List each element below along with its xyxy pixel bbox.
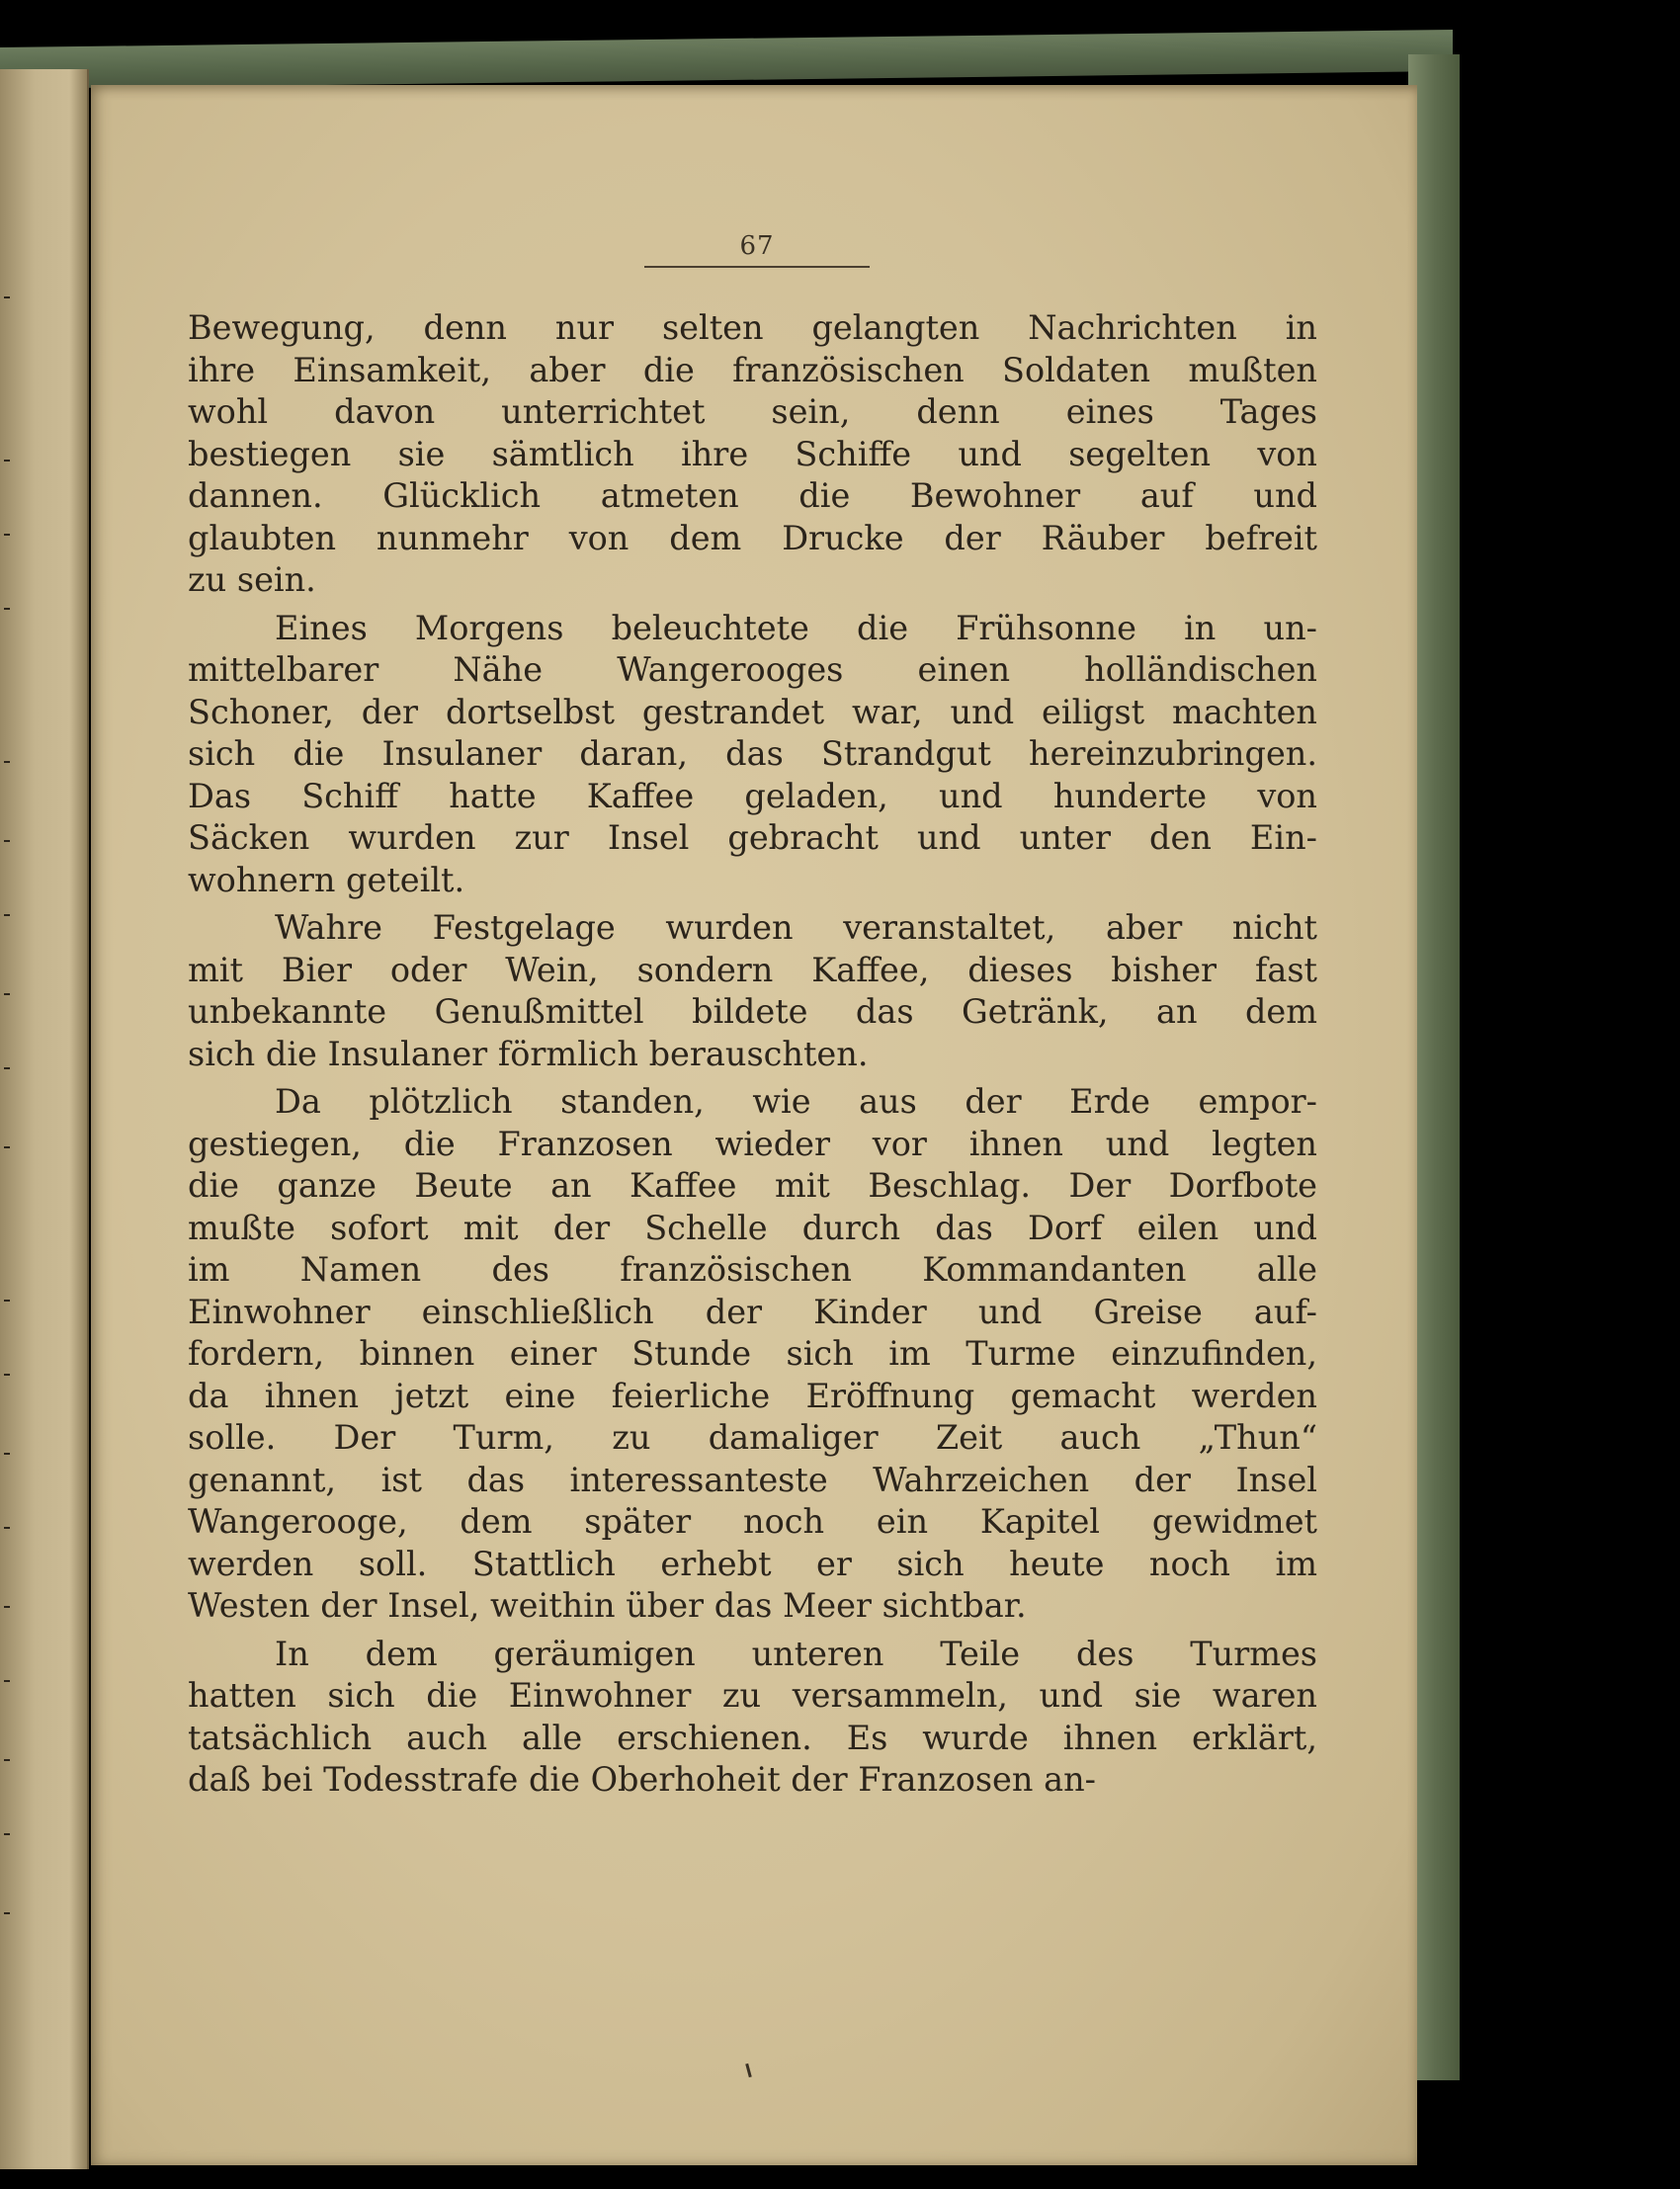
text-line: wohnern geteilt. [188, 860, 465, 899]
text-line: Das Schiff hatte Kaffee geladen, und hunderte von [188, 776, 1317, 815]
book-cover-top-edge [0, 30, 1453, 89]
page-edge-mark [4, 460, 10, 462]
text-line: dannen. Glücklich atmeten die Bewohner auf und [188, 476, 1317, 515]
page-edge-mark [4, 1759, 10, 1761]
paragraph [188, 307, 1317, 602]
text-line: unbekannte Genußmittel bildete das Getränk, an dem [188, 992, 1317, 1031]
page-number: 67 [739, 231, 775, 261]
text-line: genannt, ist das interessanteste Wahrzeichen der Insel [188, 1460, 1317, 1499]
text-line: sich die Insulaner daran, das Strandgut hereinzubringen. [188, 734, 1317, 773]
body-text [188, 307, 1317, 1808]
text-line: zu sein. [188, 560, 316, 599]
text-line: die ganze Beute an Kaffee mit Beschlag. Der Dorfbote [188, 1166, 1317, 1205]
text-line: da ihnen jetzt eine feierliche Eröffnung gemacht werden [188, 1376, 1317, 1415]
text-line: bestiegen sie sämtlich ihre Schiffe und segelten von [188, 434, 1317, 473]
text-line: ihre Einsamkeit, aber die französischen Soldaten mußten [188, 350, 1317, 389]
page-edge-mark [4, 1300, 10, 1302]
page-edge-mark [4, 1606, 10, 1608]
text-line: Wangerooge, dem später noch ein Kapitel gewidmet [188, 1502, 1317, 1541]
paragraph [188, 907, 1317, 1075]
page-edge-mark [4, 914, 10, 916]
text-line: Westen der Insel, weithin über das Meer sichtbar. [188, 1586, 1027, 1625]
book-page [91, 85, 1417, 2165]
text-line: mittelbarer Nähe Wangerooges einen holländischen [188, 650, 1317, 689]
text-line: daß bei Todesstrafe die Oberhoheit der Franzosen an- [188, 1760, 1096, 1799]
text-line: solle. Der Turm, zu damaliger Zeit auch „Thun“ [188, 1418, 1317, 1457]
page-edge-mark [4, 534, 10, 536]
paragraph [188, 1634, 1317, 1802]
page-edge-mark [4, 993, 10, 995]
text-line: im Namen des französischen Kommandanten alle [188, 1250, 1317, 1289]
text-line: Eines Morgens beleuchtete die Frühsonne in un- [275, 608, 1317, 647]
text-line: fordern, binnen einer Stunde sich im Turme einzufinden, [188, 1334, 1317, 1373]
header-rule [644, 266, 870, 268]
page-edge-mark [4, 608, 10, 610]
page-edge-mark [4, 761, 10, 763]
text-line: hatten sich die Einwohner zu versammeln, und sie waren [188, 1676, 1317, 1715]
paragraph [188, 1081, 1317, 1628]
page-edge-mark [4, 1833, 10, 1835]
text-line: werden soll. Stattlich erhebt er sich heute noch im [188, 1544, 1317, 1583]
text-line: Einwohner einschließlich der Kinder und Greise auf- [188, 1292, 1317, 1331]
page-edge-mark [4, 840, 10, 842]
text-line: Bewegung, denn nur selten gelangten Nachrichten in [188, 308, 1317, 347]
text-line: mit Bier oder Wein, sondern Kaffee, dieses bisher fast [188, 950, 1317, 989]
text-line: sich die Insulaner förmlich berauschten. [188, 1034, 869, 1073]
page-edge-mark [4, 1067, 10, 1069]
text-line: glaubten nunmehr von dem Drucke der Räuber befreit [188, 518, 1317, 557]
page-edge-mark [4, 1527, 10, 1529]
text-line: Säcken wurden zur Insel gebracht und unter den Ein- [188, 818, 1317, 857]
text-line: mußte sofort mit der Schelle durch das Dorf eilen und [188, 1208, 1317, 1247]
ink-speck [745, 2063, 752, 2077]
paragraph [188, 608, 1317, 902]
text-line: Schoner, der dortselbst gestrandet war, und eiligst machten [188, 692, 1317, 731]
page-edge-mark [4, 1374, 10, 1376]
text-line: Da plötzlich standen, wie aus der Erde empor- [275, 1082, 1317, 1121]
previous-page-edge [0, 69, 89, 2169]
page-edge-mark [4, 1912, 10, 1914]
page-edge-mark [4, 1680, 10, 1682]
page-edge-mark [4, 1453, 10, 1455]
text-line: In dem geräumigen unteren Teile des Turmes [275, 1634, 1317, 1673]
page-edge-mark [4, 296, 10, 298]
text-line: tatsächlich auch alle erschienen. Es wurde ihnen erklärt, [188, 1718, 1317, 1757]
text-line: Wahre Festgelage wurden veranstaltet, aber nicht [275, 908, 1317, 947]
text-line: gestiegen, die Franzosen wieder vor ihnen und legten [188, 1124, 1317, 1163]
page-edge-mark [4, 1146, 10, 1148]
text-line: wohl davon unterrichtet sein, denn eines Tages [188, 392, 1317, 431]
